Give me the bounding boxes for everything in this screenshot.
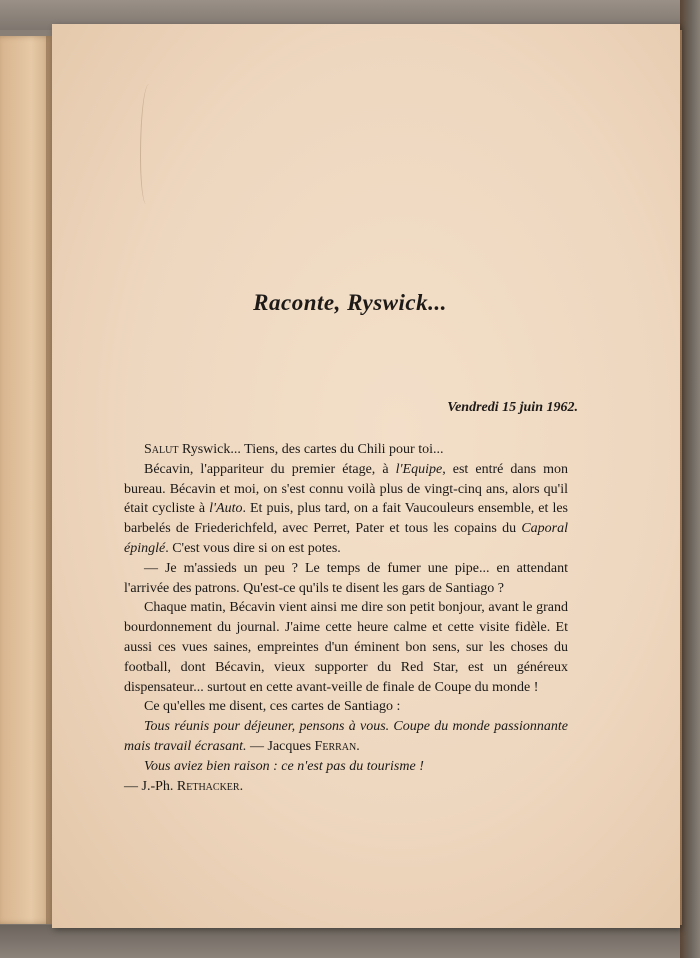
signature-end-2: . [239,778,244,794]
small-caps-opening: Salut [144,442,179,457]
paragraph-7 [124,757,568,777]
paragraph-3: — Je m'assieds un peu ? Le temps de fumer une pipe... en attendant l'arrivée des patrons. Qu'est-ce qu'ils te disent les gars de Santiago ? [124,560,568,596]
paragraph-2 [124,460,568,559]
paragraph-6 [124,717,568,757]
paragraph-2-text-a: Bécavin, l'appariteur du premier étage, à [144,461,396,477]
dateline: Vendredi 15 juin 1962. [447,400,578,415]
table-surface-right [680,0,700,958]
body-text [124,440,568,796]
paragraph-2-text-c: , est entré dans mon bureau. Bécavin et moi, on s'est connu voilà plus de vingt-cinq ans, alors qu'il était cycliste à [124,461,568,517]
newspaper-name-equipe: l'Equipe [395,461,443,477]
paragraph-2-text-e: . Et puis, plus tard, on a fait Vaucouleurs ensemble, et les barbelés de Friederichfeld, avec Perret, Pater et tous les copains du [124,501,568,537]
signature-prefix-1: — Jacques [246,738,315,754]
paragraph-2-text-g: . C'est vous dire si on est potes. [165,540,341,556]
newspaper-name-auto: l'Auto [209,501,243,517]
postcard-quote-2: Vous aviez bien raison : ce n'est pas du tourisme ! [144,758,424,774]
book-title-caporal: Caporal épinglé [124,521,568,556]
signature-end-1: . [356,738,360,754]
table-surface-bottom [0,925,700,958]
postcard-quote-1: Tous réunis pour déjeuner, pensons à vous. Coupe du monde passionnante mais travail écrasant. [124,719,568,754]
paragraph-1 [124,440,568,460]
page-crease [140,84,155,204]
signature-name-ferran: Ferran [314,738,357,754]
signature-prefix-2: — J.-Ph. [124,778,177,794]
paragraph-1-text: Ryswick... Tiens, des cartes du Chili pour toi... [178,442,444,457]
signature-name-rethacker: Rethacker [176,778,240,794]
paragraph-4: Chaque matin, Bécavin vient ainsi me dire son petit bonjour, avant le grand bourdonnement du journal. J'aime cette heure calme et cette visite fidèle. Et aussi ces vues saines, empreintes d'un éminent bon sens, sur les choses du football, dont Bécavin, vieux supporter du Red Star, est un généreux dispensateur... surtout en cette avant-veille de finale de Coupe du monde ! [124,600,568,695]
left-page-edge [0,36,52,924]
paragraph-5: Ce qu'elles me disent, ces cartes de Santiago : [144,699,401,715]
chapter-title: Raconte, Ryswick... [253,290,447,315]
paragraph-7-signature [124,777,568,797]
